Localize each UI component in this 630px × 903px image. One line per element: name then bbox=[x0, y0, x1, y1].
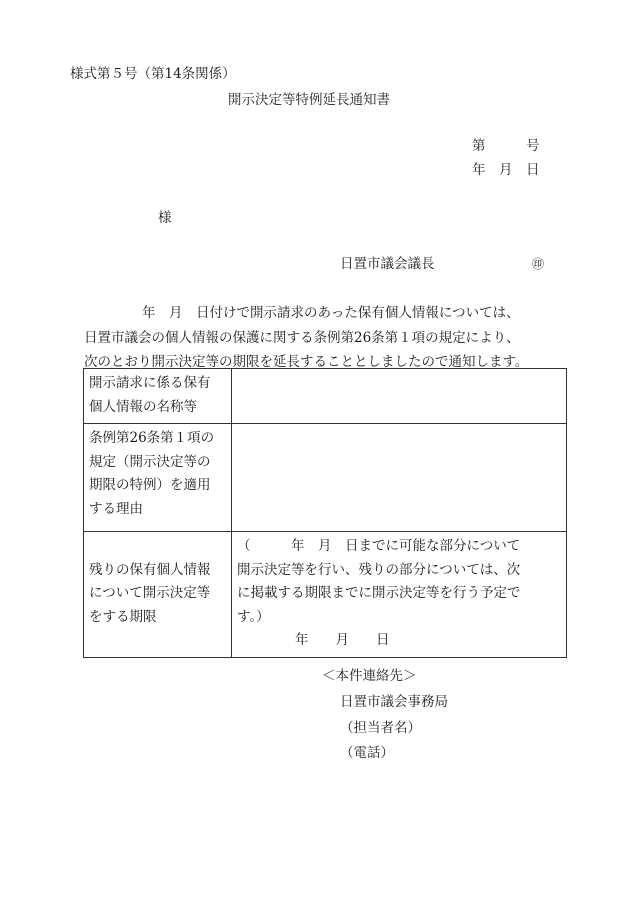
extension-details-table bbox=[83, 368, 567, 658]
table-row bbox=[84, 424, 567, 532]
form-number: 様式第５号（第14条関係） bbox=[70, 66, 236, 82]
contact-phone: （電話） bbox=[340, 745, 394, 761]
sender-name: 日置市議会議長 bbox=[340, 256, 435, 272]
value-line: （ 年 月 日までに可能な部分について bbox=[237, 538, 521, 554]
document-title: 開示決定等特例延長通知書 bbox=[228, 92, 390, 108]
seal-mark: ㊞ bbox=[532, 257, 545, 271]
table-row bbox=[84, 532, 567, 658]
deadline-date: 年 月 日 bbox=[295, 632, 390, 648]
label-line: 残りの保有個人情報 bbox=[89, 561, 211, 578]
table-row bbox=[84, 369, 567, 424]
contact-heading: ＜本件連絡先＞ bbox=[322, 668, 417, 684]
table-label-cell bbox=[84, 369, 232, 424]
body-line: 年 月 日付けで開示請求のあった保有個人情報については、 bbox=[142, 305, 520, 321]
document-date: 年 月 日 bbox=[472, 162, 540, 178]
label-line: をする期限 bbox=[89, 608, 157, 625]
label-line: 条例第26条第１項の bbox=[89, 430, 215, 446]
table-value-cell bbox=[232, 369, 567, 424]
table-label-cell bbox=[84, 532, 232, 658]
label-line: する理由 bbox=[89, 500, 143, 517]
addressee: 様 bbox=[158, 210, 172, 226]
label-line: 個人情報の名称等 bbox=[89, 398, 197, 415]
contact-office: 日置市議会事務局 bbox=[340, 694, 448, 710]
notice-body bbox=[84, 301, 584, 375]
table-value-cell bbox=[232, 532, 567, 658]
body-line: 日置市議会の個人情報の保護に関する条例第26条第１項の規定により、 bbox=[84, 329, 520, 346]
value-line: に掲載する期限までに開示決定等を行う予定で bbox=[237, 585, 521, 601]
body-line: 次のとおり開示決定等の期限を延長することとしましたので通知します。 bbox=[84, 354, 529, 370]
contact-person: （担当者名） bbox=[340, 720, 421, 736]
value-line: 開示決定等を行い、残りの部分については、次 bbox=[237, 561, 521, 578]
label-line: 規定（開示決定等の bbox=[89, 453, 211, 470]
table-value-cell bbox=[232, 424, 567, 532]
label-line: 開示請求に係る保有 bbox=[89, 375, 211, 391]
label-line: 期限の特例）を適用 bbox=[89, 477, 211, 493]
table-label-cell bbox=[84, 424, 232, 532]
document-number: 第 号 bbox=[472, 138, 540, 154]
label-line: について開示決定等 bbox=[89, 585, 211, 601]
value-line: す。） bbox=[237, 608, 270, 625]
